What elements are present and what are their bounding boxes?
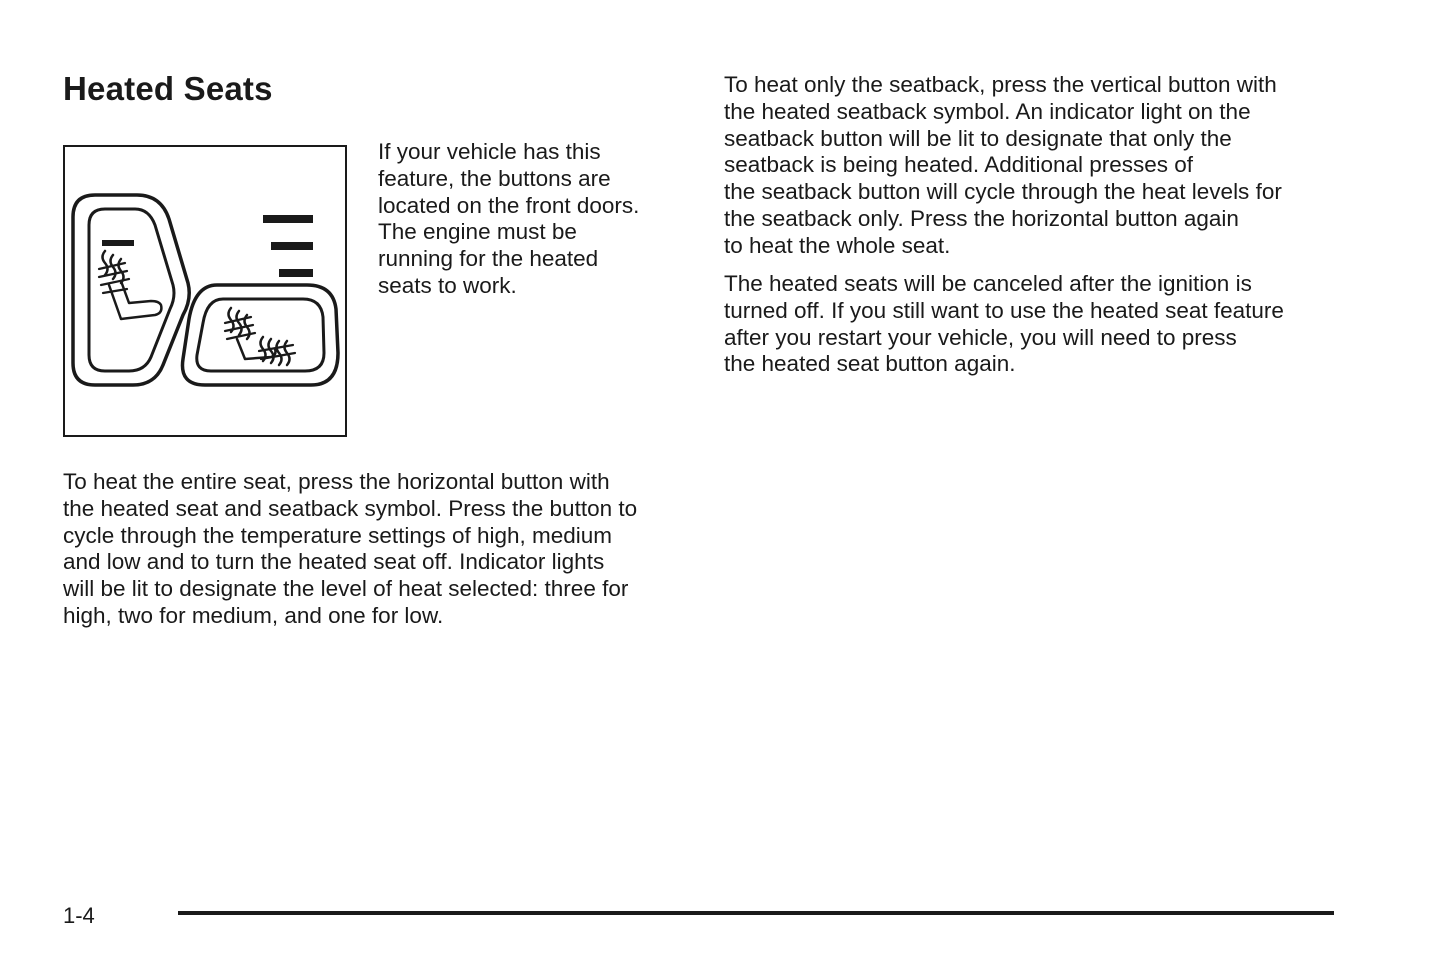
intro-paragraph <box>378 139 688 300</box>
seat-and-seatback-heat-button-icon <box>182 285 338 385</box>
seatback-line: seatback is being heated. Additional presses of <box>724 152 1194 178</box>
intro-line: seats to work. <box>378 272 517 298</box>
canceled-line: turned off. If you still want to use the heated seat feature <box>724 297 1284 323</box>
canceled-paragraph <box>724 271 1364 378</box>
page-title: Heated Seats <box>63 70 273 107</box>
canceled-line: the heated seat button again. <box>724 351 1016 377</box>
entire-seat-line: cycle through the temperature settings of high, medium <box>63 522 613 548</box>
entire-seat-line: the heated seat and seatback symbol. Press the button to <box>63 495 638 521</box>
seatback-heat-button-icon <box>73 195 189 385</box>
footer-divider <box>178 911 1334 915</box>
seatback-line: seatback button will be lit to designate that only the <box>724 125 1232 151</box>
seatback-line: the seatback button will cycle through the heat levels for <box>724 179 1282 205</box>
seatback-line: To heat only the seatback, press the vertical button with <box>724 72 1277 97</box>
seatback-line: the heated seatback symbol. An indicator light on the <box>724 98 1251 124</box>
heated-seat-buttons-figure <box>63 145 347 437</box>
entire-seat-line: To heat the entire seat, press the horizontal button with <box>63 469 610 494</box>
intro-line: feature, the buttons are <box>378 165 611 191</box>
entire-seat-line: and low and to turn the heated seat off. Indicator lights <box>63 549 605 575</box>
page-number: 1-4 <box>63 903 95 928</box>
canceled-line: after you restart your vehicle, you will need to press <box>724 324 1237 350</box>
intro-line: located on the front doors. <box>378 192 640 218</box>
entire-seat-line: will be lit to designate the level of heat selected: three for <box>63 576 629 602</box>
entire-seat-line: high, two for medium, and one for low. <box>63 602 444 628</box>
intro-line: If your vehicle has this <box>378 139 601 164</box>
entire-seat-paragraph <box>63 469 683 630</box>
seatback-line: to heat the whole seat. <box>724 232 951 258</box>
intro-line: running for the heated <box>378 246 599 272</box>
intro-line: The engine must be <box>378 219 577 245</box>
seatback-only-paragraph <box>724 72 1364 260</box>
canceled-line: The heated seats will be canceled after the ignition is <box>724 271 1252 296</box>
heat-level-indicator-icon <box>263 215 313 277</box>
seatback-line: the seatback only. Press the horizontal button again <box>724 205 1239 231</box>
